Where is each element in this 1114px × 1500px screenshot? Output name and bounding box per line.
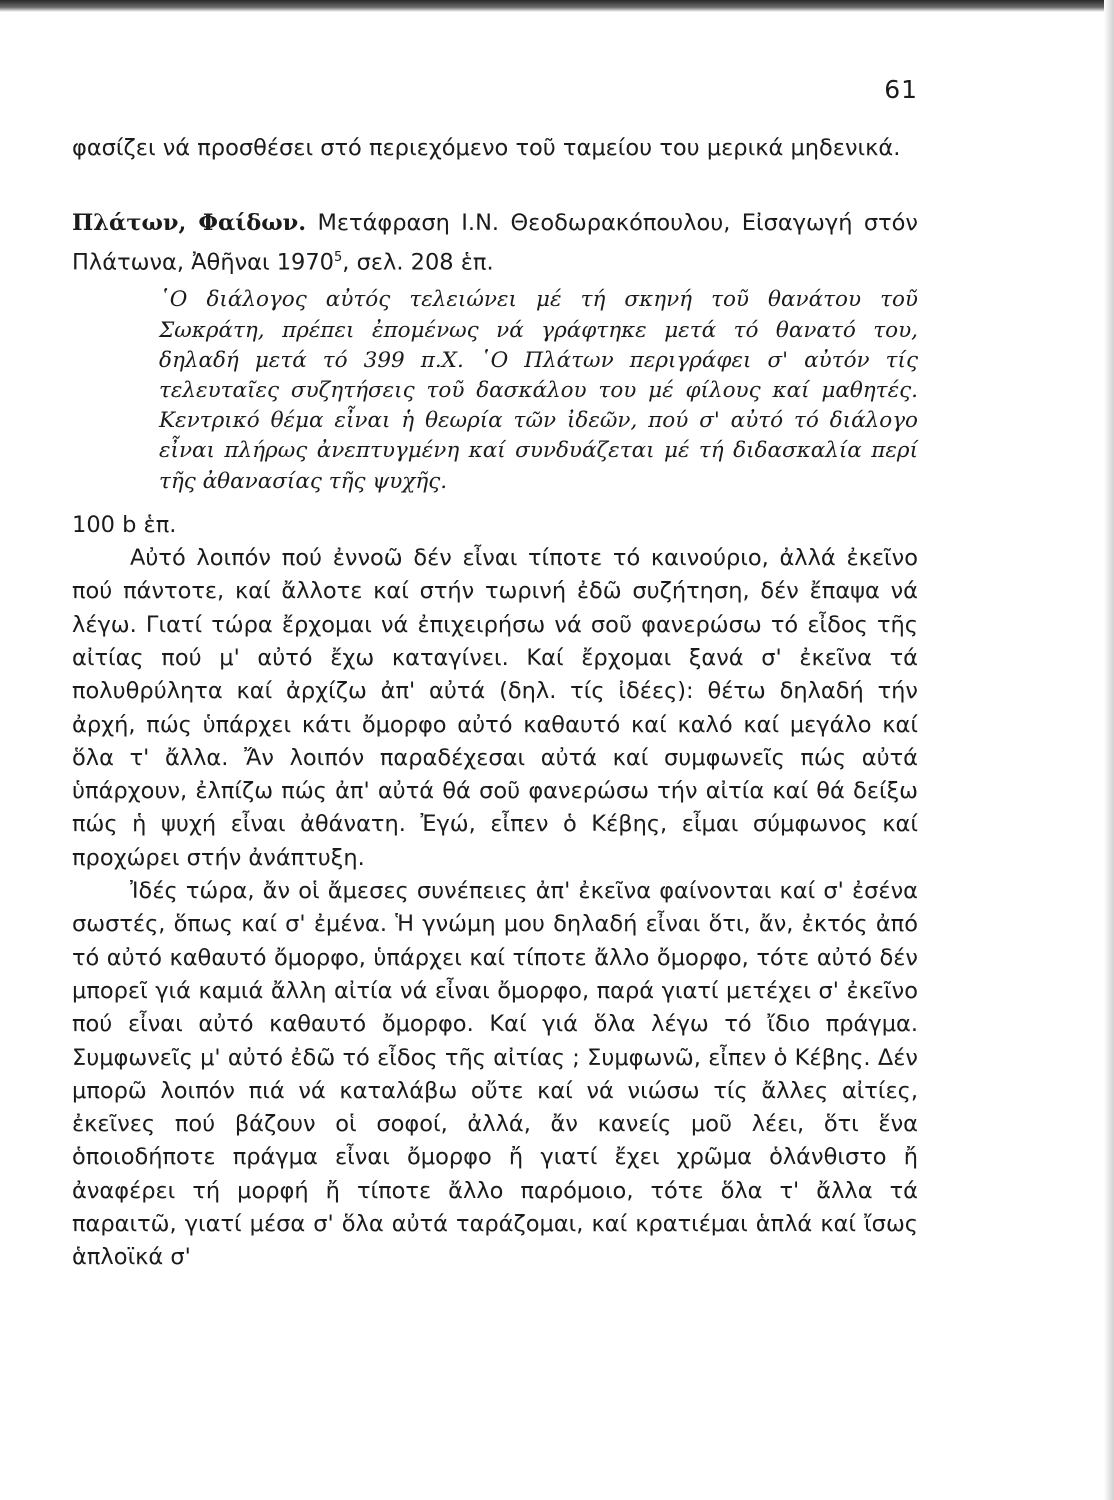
reference-pages: , σελ. 208 ἑπ. — [342, 249, 494, 276]
reference-title: Πλάτων, Φαίδων. — [72, 210, 307, 237]
editorial-introduction: ῾Ο διάλογος αὐτός τελειώνει μέ τή σκηνή τοῦ θανάτου τοῦ Σωκράτη, πρέπει ἐπομένως νά γράφτηκε μετά τό θανατό του, δηλαδή μετά τό 399 π.Χ. ῾Ο Πλάτων περιγράφει σ' αὐτόν τίς τελευταῖες συζητήσεις τοῦ δασκάλου του μέ φίλους καί μαθητές. Κεντρικό θέμα εἶναι ἡ θεωρία τῶν ἰδεῶν, πού σ' αὐτό τό διάλογο εἶναι πλήρως ἀνεπτυγμένη καί συνδυάζεται μέ τή διδασκαλία περί τῆς ἀθανασίας τῆς ψυχῆς. — [159, 287, 918, 494]
text-paragraph-2: Ἰδές τώρα, ἄν οἱ ἄμεσες συνέπειες ἀπ' ἐκεῖνα φαίνονται καί σ' ἐσένα σωστές, ὅπως καί σ' ἐμένα. Ἡ γνώμη μου δηλαδή εἶναι ὅτι, ἄν, ἐκτός ἀπό τό αὐτό καθαυτό ὄμορφο, ὑπάρχει καί τίποτε ἄλλο ὄμορφο, τότε αὐτό δέν μπορεῖ γιά καμιά ἄλλη αἰτία νά εἶναι ὄμορφο, παρά γιατί μετέχει σ' ἐκεῖνο πού εἶναι αὐτό καθαυτό ὄμορφο. Καί γιά ὅλα λέγω τό ἴδιο πράγμα. Συμφωνεῖς μ' αὐτό ἐδῶ τό εἶδος τῆς αἰτίας ; Συμφωνῶ, εἶπεν ὁ Κέβης. Δέν μπορῶ λοιπόν πιά νά καταλάβω οὔτε καί νά νιώσω τίς ἄλλες αἰτίες, ἐκεῖνες πού βάζουν οἱ σοφοί, ἀλλά, ἄν κανείς μοῦ λέει, ὅτι ἕνα ὁποιοδήποτε πράγμα εἶναι ὄμορφο ἤ γιατί ἔχει χρῶμα ὁλάνθιστο ἤ ἀναφέρει τή μορφή ἤ τίποτε ἄλλο παρόμοιο, τότε ὅλα τ' ἄλλα τά παραιτῶ, γιατί μέσα σ' ὅλα αὐτά ταράζομαι, καί κρατιέμαι ἁπλά καί ἴσως ἁπλοϊκά σ' — [72, 878, 918, 1271]
reference-details: Μετάφραση Ι.Ν. Θεοδωρακόπουλου, Εἰσαγωγή στόν Πλάτωνα, Ἀθῆναι 1970 — [72, 210, 918, 276]
page-number: 61 — [884, 75, 918, 104]
stephanus-reference: 100 b ἑπ. — [72, 511, 177, 538]
scan-right-shadow — [1104, 0, 1114, 1500]
continued-paragraph: φασίζει νά προσθέσει στό περιεχόμενο τοῦ ταμείου του μερικά μηδενικά. — [72, 135, 901, 161]
text-paragraph-1: Αὐτό λοιπόν πού ἐννοῶ δέν εἶναι τίποτε τό καινούριο, ἀλλά ἐκεῖνο πού πάντοτε, καί ἄλλοτε καί στήν τωρινή ἐδῶ συζήτηση, δέν ἔπαψα νά λέγω. Γιατί τώρα ἔρχομαι νά ἐπιχειρήσω νά σοῦ φανερώσω τό εἶδος τῆς αἰτίας πού μ' αὐτό ἔχω καταγίνει. Καί ἔρχομαι ξανά σ' ἐκεῖνα τά πολυθρύλητα καί ἀρχίζω ἀπ' αὐτά (δηλ. τίς ἰδέες): θέτω δηλαδή τήν ἀρχή, πώς ὑπάρχει κάτι ὄμορφο αὐτό καθαυτό καί καλό καί μεγάλο καί ὅλα τ' ἄλλα. Ἄν λοιπόν παραδέχεσαι αὐτά καί συμφωνεῖς πώς αὐτά ὑπάρχουν, ἐλπίζω πώς ἀπ' αὐτά θά σοῦ φανερώσω τήν αἰτία καί θά δείξω πώς ἡ ψυχή εἶναι ἀθάνατη. Ἐγώ, εἶπεν ὁ Κέβης, εἶμαι σύμφωνος καί προχώρει στήν ἀνάπτυξη. — [72, 545, 918, 871]
reference-edition: 5 — [334, 249, 343, 265]
bibliographic-reference — [72, 207, 918, 279]
book-page — [72, 70, 918, 1275]
scan-top-edge — [0, 0, 1114, 12]
